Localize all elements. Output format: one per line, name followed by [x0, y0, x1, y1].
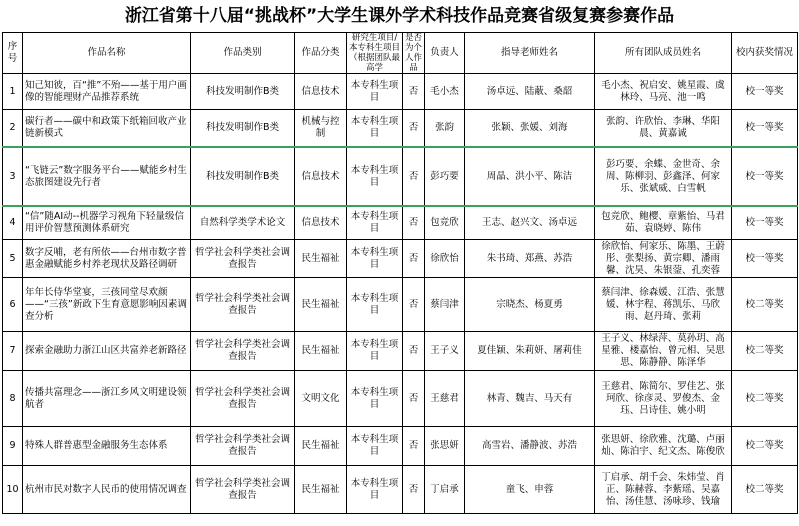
table-row[interactable] — [3, 332, 798, 371]
cell-name[interactable]: 传播共富理念——浙江乡风文明建设领航者 — [23, 371, 191, 427]
entries-table — [2, 32, 798, 514]
cell-members[interactable]: 张思妍、徐欣雅、沈璐、卢丽灿、陈泊宇、纪文杰、陈俊欣 — [595, 427, 732, 466]
cell-individual[interactable]: 否 — [403, 371, 425, 427]
cell-field[interactable]: 民生福祉 — [295, 427, 347, 466]
cell-award[interactable]: 校一等奖 — [732, 74, 798, 110]
cell-seq[interactable]: 1 — [3, 74, 23, 110]
cell-advisors[interactable]: 张颖、张媛、刘海 — [465, 110, 595, 148]
cell-individual[interactable]: 否 — [403, 332, 425, 371]
cell-category[interactable]: 哲学社会科学类社会调查报告 — [191, 371, 295, 427]
cell-name[interactable]: 碳行者——碳中和政策下纸箱回收产业链新模式 — [23, 110, 191, 148]
cell-award[interactable]: 校二等奖 — [732, 427, 798, 466]
cell-members[interactable]: 包竞欣、鲍樱、章紫怡、马君茹、袁晓婷、陈伟 — [595, 206, 732, 240]
cell-field[interactable]: 文明文化 — [295, 371, 347, 427]
cell-award[interactable]: 校二等奖 — [732, 466, 798, 514]
cell-category[interactable]: 自然科学类学术论文 — [191, 206, 295, 240]
cell-level[interactable]: 本专科生项目 — [347, 147, 403, 206]
cell-name[interactable]: 杭州市民对数字人民币的使用情况调查 — [23, 466, 191, 514]
sheet-title: 浙江省第十八届“挑战杯”大学生课外学术科技作品竞赛省级复赛参赛作品 — [124, 6, 675, 26]
cell-field[interactable]: 民生福祉 — [295, 332, 347, 371]
cell-category[interactable]: 哲学社会科学类社会调查报告 — [191, 278, 295, 332]
cell-individual[interactable]: 否 — [403, 147, 425, 206]
cell-advisors[interactable]: 周晶、洪小平、陈洁 — [465, 147, 595, 206]
cell-award[interactable]: 校一等奖 — [732, 240, 798, 278]
cell-seq[interactable]: 2 — [3, 110, 23, 148]
cell-members[interactable]: 蔡闫津、徐森媛、江浩、张慧媛、林宇程、蒋凯乐、马欣雨、赵丹琦、张莉 — [595, 278, 732, 332]
cell-leader[interactable]: 张思妍 — [425, 427, 465, 466]
cell-members[interactable]: 王慈君、陈简尔、罗佳艺、张珂欣、徐彦灵、罗俊杰、金珏、吕诗佳、姚小明 — [595, 371, 732, 427]
cell-award[interactable]: 校一等奖 — [732, 147, 798, 206]
cell-category[interactable]: 科技发明制作B类 — [191, 74, 295, 110]
table-row[interactable] — [3, 278, 798, 332]
cell-advisors[interactable]: 朱书琦、郑燕、苏浩 — [465, 240, 595, 278]
cell-level[interactable]: 本专科生项目 — [347, 240, 403, 278]
header-leader[interactable]: 负责人 — [425, 33, 465, 74]
cell-field[interactable]: 机械与控制 — [295, 110, 347, 148]
cell-advisors[interactable]: 高雪岩、潘静波、苏浩 — [465, 427, 595, 466]
cell-leader[interactable]: 包竞欣 — [425, 206, 465, 240]
cell-leader[interactable]: 张韵 — [425, 110, 465, 148]
cell-members[interactable]: 徐欣怡、何家乐、陈墨、王蔚彤、张梨扬、黄宗卿、潘雨馨、沈昊、朱银蓥、孔奕蓉 — [595, 240, 732, 278]
cell-seq[interactable]: 9 — [3, 427, 23, 466]
table-row[interactable] — [3, 240, 798, 278]
cell-members[interactable]: 张韵、许欣怡、李琳、华阳晨、黄嘉诚 — [595, 110, 732, 148]
cell-category[interactable]: 科技发明制作B类 — [191, 110, 295, 148]
cell-seq[interactable]: 10 — [3, 466, 23, 514]
header-row — [3, 33, 798, 74]
cell-seq[interactable]: 7 — [3, 332, 23, 371]
cell-advisors[interactable]: 夏佳颖、朱莉妍、屠莉佳 — [465, 332, 595, 371]
table-row[interactable] — [3, 427, 798, 466]
cell-name[interactable]: 年年长侍华堂宴，三孩同堂尽欢颜——“三孩”新政下生育意愿影响因素调查分析 — [23, 278, 191, 332]
cell-advisors[interactable]: 宗晓杰、杨夏勇 — [465, 278, 595, 332]
cell-leader[interactable]: 王慈君 — [425, 371, 465, 427]
cell-individual[interactable]: 否 — [403, 74, 425, 110]
cell-individual[interactable]: 否 — [403, 240, 425, 278]
cell-seq[interactable]: 4 — [3, 206, 23, 240]
cell-name[interactable]: “信”随AI动--机器学习视角下轻量级信用评价智慧预测体系研究 — [23, 206, 191, 240]
table-row[interactable] — [3, 206, 798, 240]
cell-leader[interactable]: 彭巧要 — [425, 147, 465, 206]
cell-seq[interactable]: 6 — [3, 278, 23, 332]
cell-individual[interactable]: 否 — [403, 466, 425, 514]
cell-members[interactable]: 王子义、林绿萍、莫孙玥、高星雅、楼嘉怡、曾元相、吴思思、陈静静、陈泽华 — [595, 332, 732, 371]
cell-category[interactable]: 科技发明制作B类 — [191, 147, 295, 206]
header-field[interactable]: 作品分类 — [295, 33, 347, 74]
cell-level[interactable]: 本专科生项目 — [347, 110, 403, 148]
cell-level[interactable]: 本专科生项目 — [347, 206, 403, 240]
cell-category[interactable]: 哲学社会科学类社会调查报告 — [191, 332, 295, 371]
cell-level[interactable]: 本专科生项目 — [347, 332, 403, 371]
cell-name[interactable]: 探索金融助力浙江山区共富养老新路径 — [23, 332, 191, 371]
cell-seq[interactable]: 8 — [3, 371, 23, 427]
cell-members[interactable]: 彭巧要、余蝶、金世奇、余周、陈柳羽、彭鑫泽、何家乐、张斌威、白雪帆 — [595, 147, 732, 206]
cell-individual[interactable]: 否 — [403, 110, 425, 148]
table-row[interactable] — [3, 371, 798, 427]
cell-field[interactable]: 信息技术 — [295, 206, 347, 240]
cell-award[interactable]: 校二等奖 — [732, 332, 798, 371]
cell-level[interactable]: 本专科生项目 — [347, 74, 403, 110]
cell-advisors[interactable]: 童飞、申蓉 — [465, 466, 595, 514]
header-seq[interactable]: 序号 — [3, 33, 23, 74]
cell-name[interactable]: “飞链云”数字服务平台——赋能乡村生态旅图建设先行者 — [23, 147, 191, 206]
cell-leader[interactable]: 毛小杰 — [425, 74, 465, 110]
header-members[interactable]: 所有团队成员姓名 — [595, 33, 732, 74]
cell-individual[interactable]: 否 — [403, 278, 425, 332]
cell-level[interactable]: 本专科生项目 — [347, 278, 403, 332]
header-name[interactable]: 作品名称 — [23, 33, 191, 74]
cell-field[interactable]: 民生福祉 — [295, 240, 347, 278]
cell-seq[interactable]: 3 — [3, 147, 23, 206]
cell-seq[interactable]: 5 — [3, 240, 23, 278]
table-row[interactable] — [3, 466, 798, 514]
cell-individual[interactable]: 否 — [403, 427, 425, 466]
cell-members[interactable]: 丁启承、胡千会、朱炜莹、肖正、陈赫蓉、李紫瑶、吴嘉怡、汤佳慧、汤咏珍、钱瑜 — [595, 466, 732, 514]
cell-level[interactable]: 本专科生项目 — [347, 427, 403, 466]
cell-award[interactable]: 校二等奖 — [732, 371, 798, 427]
cell-name[interactable]: 特殊人群普惠型金融服务生态体系 — [23, 427, 191, 466]
header-award[interactable]: 校内获奖情况 — [732, 33, 798, 74]
cell-leader[interactable]: 王子义 — [425, 332, 465, 371]
cell-field[interactable]: 信息技术 — [295, 147, 347, 206]
cell-leader[interactable]: 徐欣怡 — [425, 240, 465, 278]
cell-field[interactable]: 信息技术 — [295, 74, 347, 110]
cell-level[interactable]: 本专科生项目 — [347, 371, 403, 427]
cell-advisors[interactable]: 汤卓远、陆蔽、桑韶 — [465, 74, 595, 110]
cell-leader[interactable]: 蔡闫津 — [425, 278, 465, 332]
cell-advisors[interactable]: 林青、魏吉、马天有 — [465, 371, 595, 427]
cell-category[interactable]: 哲学社会科学类社会调查报告 — [191, 240, 295, 278]
table-row[interactable] — [3, 110, 798, 148]
cell-category[interactable]: 哲学社会科学类社会调查报告 — [191, 466, 295, 514]
cell-award[interactable]: 校一等奖 — [732, 206, 798, 240]
table-row[interactable] — [3, 147, 798, 206]
cell-level[interactable]: 本专科生项目 — [347, 466, 403, 514]
cell-field[interactable]: 民生福祉 — [295, 278, 347, 332]
cell-field[interactable]: 民生福祉 — [295, 466, 347, 514]
cell-award[interactable]: 校一等奖 — [732, 110, 798, 148]
header-category[interactable]: 作品类别 — [191, 33, 295, 74]
cell-category[interactable]: 哲学社会科学类社会调查报告 — [191, 427, 295, 466]
cell-members[interactable]: 毛小杰、祝启安、姚星霞、虞林玲、马亮、池一鸣 — [595, 74, 732, 110]
cell-award[interactable]: 校二等奖 — [732, 278, 798, 332]
cell-individual[interactable]: 否 — [403, 206, 425, 240]
cell-advisors[interactable]: 王志、赵兴文、汤卓远 — [465, 206, 595, 240]
header-level[interactable]: 研究生项目/本专科生项目（根据团队最高学 — [347, 33, 403, 74]
cell-name[interactable]: 知己知彼，百“推”不殆——基于用户画像的智能理财产品推荐系统 — [23, 74, 191, 110]
header-advisors[interactable]: 指导老师姓名 — [465, 33, 595, 74]
cell-name[interactable]: 数字反哺，老有所依——台州市数字普惠金融赋能乡村养老现状及路径调研 — [23, 240, 191, 278]
header-individual[interactable]: 是否为个人作品 — [403, 33, 425, 74]
cell-leader[interactable]: 丁启承 — [425, 466, 465, 514]
table-row[interactable] — [3, 74, 798, 110]
